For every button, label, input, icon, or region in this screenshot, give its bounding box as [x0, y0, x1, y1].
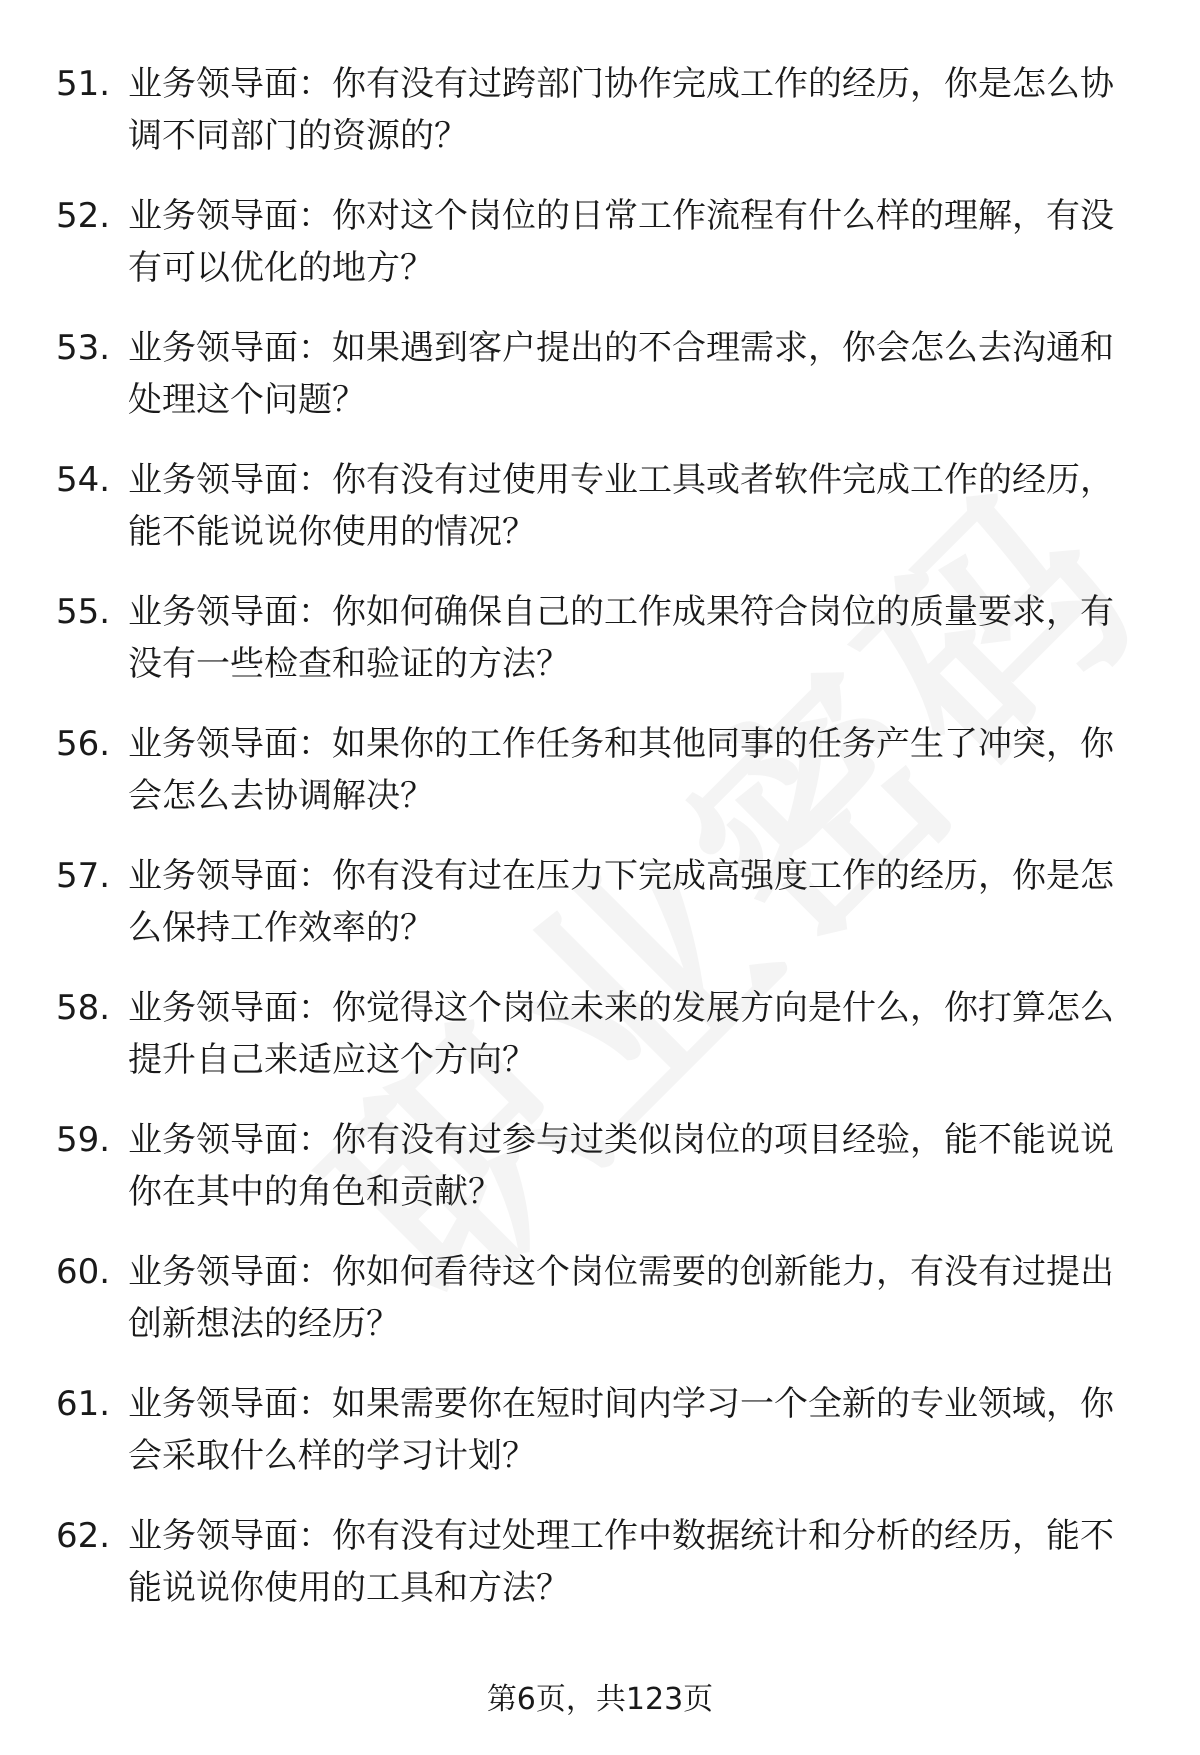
- question-number: 52.: [56, 196, 111, 236]
- list-item: [0, 1510, 1200, 1642]
- question-number: 54.: [56, 460, 111, 500]
- list-item: [0, 718, 1200, 850]
- question-number: 59.: [56, 1120, 111, 1160]
- question-number: 53.: [56, 328, 111, 368]
- list-item: [0, 322, 1200, 454]
- list-item: [0, 1114, 1200, 1246]
- question-text: 业务领导面：如果需要你在短时间内学习一个全新的专业领域，你会采取什么样的学习计划？: [128, 1384, 1114, 1476]
- question-number: 55.: [56, 592, 111, 632]
- question-number: 51.: [56, 64, 111, 104]
- question-number: 60.: [56, 1252, 111, 1292]
- question-text: 业务领导面：你有没有过跨部门协作完成工作的经历，你是怎么协调不同部门的资源的？: [128, 64, 1114, 156]
- list-item: [0, 58, 1200, 190]
- question-text: 业务领导面：如果你的工作任务和其他同事的任务产生了冲突，你会怎么去协调解决？: [128, 724, 1114, 816]
- question-number: 56.: [56, 724, 111, 764]
- question-number: 61.: [56, 1384, 111, 1424]
- list-item: [0, 586, 1200, 718]
- list-item: [0, 850, 1200, 982]
- question-number: 58.: [56, 988, 111, 1028]
- question-text: 业务领导面：你觉得这个岗位未来的发展方向是什么，你打算怎么提升自己来适应这个方向？: [128, 988, 1114, 1080]
- question-text: 业务领导面：你如何看待这个岗位需要的创新能力，有没有过提出创新想法的经历？: [128, 1252, 1114, 1344]
- question-number: 62.: [56, 1516, 111, 1556]
- list-item: [0, 982, 1200, 1114]
- list-item: [0, 190, 1200, 322]
- question-text: 业务领导面：你有没有过在压力下完成高强度工作的经历，你是怎么保持工作效率的？: [128, 856, 1114, 948]
- question-text: 业务领导面：你有没有过处理工作中数据统计和分析的经历，能不能说说你使用的工具和方法？: [128, 1516, 1114, 1608]
- page-footer: 第6页，共123页: [486, 1682, 714, 1717]
- question-text: 业务领导面：你对这个岗位的日常工作流程有什么样的理解，有没有可以优化的地方？: [128, 196, 1114, 288]
- list-item: [0, 1378, 1200, 1510]
- question-number: 57.: [56, 856, 111, 896]
- list-item: [0, 1246, 1200, 1378]
- question-text: 业务领导面：你如何确保自己的工作成果符合岗位的质量要求，有没有一些检查和验证的方法？: [128, 592, 1114, 684]
- question-text: 业务领导面：如果遇到客户提出的不合理需求，你会怎么去沟通和处理这个问题？: [128, 328, 1114, 420]
- question-text: 业务领导面：你有没有过使用专业工具或者软件完成工作的经历，能不能说说你使用的情况？: [128, 460, 1114, 552]
- question-text: 业务领导面：你有没有过参与过类似岗位的项目经验，能不能说说你在其中的角色和贡献？: [128, 1120, 1114, 1212]
- list-item: [0, 454, 1200, 586]
- question-list: [0, 58, 1200, 1642]
